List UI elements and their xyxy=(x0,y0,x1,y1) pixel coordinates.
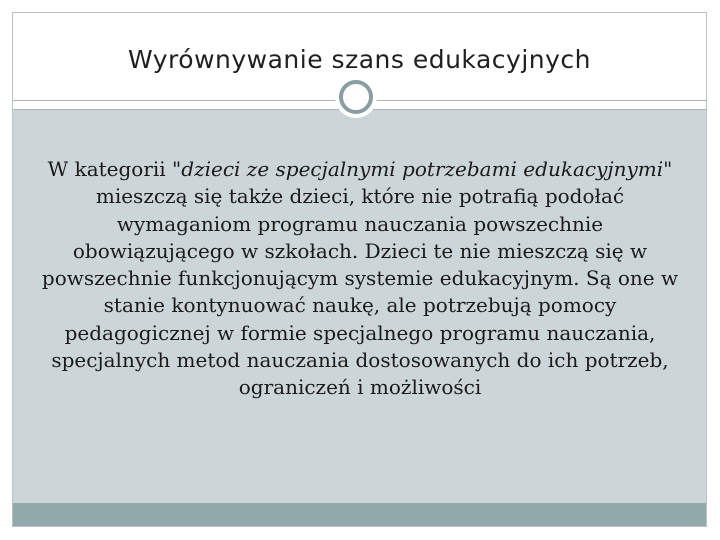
footer-bar xyxy=(13,503,706,526)
body-paragraph xyxy=(35,156,685,402)
circle-ornament-icon xyxy=(339,80,373,114)
body-suffix: " mieszczą się także dzieci, które nie potrafią podołać wymaganiom programu nauczania powszechnie obowiązującego w szkołach. Dzieci te nie mieszczą się w powszechnie funkcjonującym systemie edukacyjnym. Są one w stanie kontynuować naukę, ale potrzebują pomocy pedagogicznej w formie specjalnego programu nauczania, specjalnych metod nauczania dostosowanych do ich potrzeb, ograniczeń i możliwości xyxy=(41,157,679,400)
slide-title: Wyrównywanie szans edukacyjnych xyxy=(127,45,592,74)
body-emphasis: dzieci ze specjalnymi potrzebami edukacyjnymi xyxy=(181,157,664,181)
body-prefix: W kategorii " xyxy=(47,157,182,181)
